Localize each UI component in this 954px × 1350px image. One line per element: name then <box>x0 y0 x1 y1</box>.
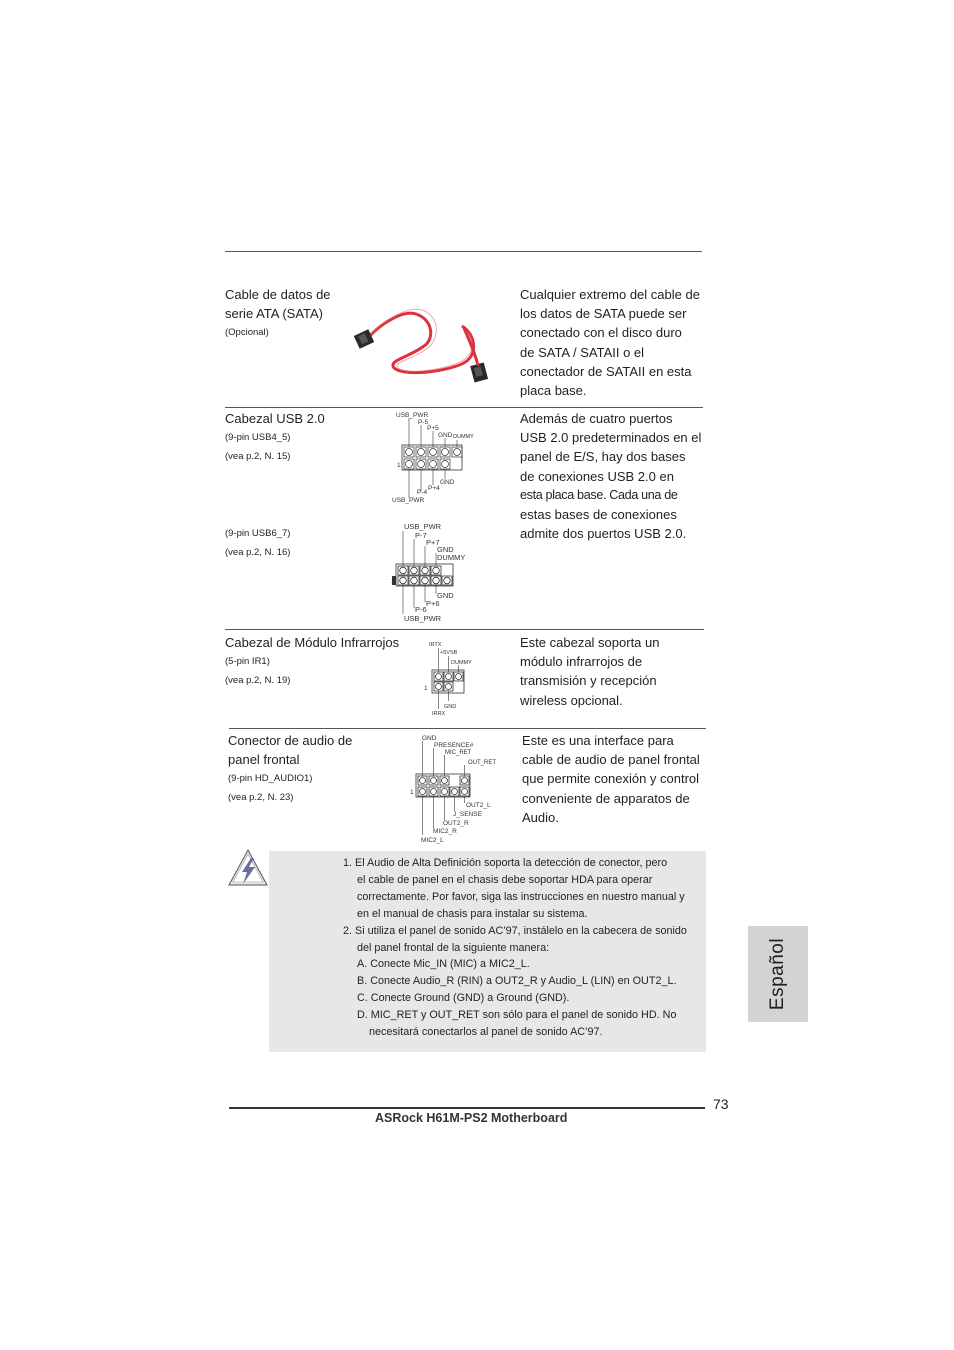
audio-desc-line: Audio. <box>522 809 559 825</box>
sata-desc-line: Cualquier extremo del cable de <box>520 287 700 302</box>
sata-title-line1: Cable de datos de <box>225 287 331 302</box>
p-minus-label: P-5 <box>418 419 429 426</box>
usb-desc-line: esta placa base. Cada una de <box>520 487 678 502</box>
mic-ret-label: MIC_RET <box>445 750 472 756</box>
note-line: correctamente. Por favor, siga las instrucciones en nuestro manual y <box>357 890 685 903</box>
gnd-label: GND <box>422 735 437 742</box>
pin1-marker: 1 <box>424 685 428 692</box>
sata-desc-line: conectador de SATAII en esta <box>520 363 692 379</box>
gnd-bottom-label: GND <box>440 479 455 486</box>
5vsb-label: +5VSB <box>440 650 458 656</box>
notes-list <box>343 855 708 1041</box>
note-line: C. Conecte Ground (GND) a Ground (GND). <box>357 992 570 1005</box>
p-minus-label: P-7 <box>415 531 427 540</box>
sata-desc-line: los datos de SATA puede ser <box>520 306 687 322</box>
gnd-label: GND <box>437 545 454 554</box>
irrx-label: IRRX <box>432 711 446 717</box>
audio-ref: (vea p.2, N. 23) <box>228 792 294 803</box>
ir-title: Cabezal de Módulo Infrarrojos <box>225 635 400 650</box>
sata-title <box>225 285 331 323</box>
pin1-marker: 1 <box>391 578 395 585</box>
ir-desc-line: Este cabezal soporta un <box>520 635 660 650</box>
footer-product: ASRock H61M-PS2 Motherboard <box>375 1111 568 1125</box>
sata-description <box>520 285 710 400</box>
presence-label: PRESENCE# <box>434 742 474 749</box>
audio-title <box>228 731 352 769</box>
note-line: el cable de panel en el chasis debe soportar HDA para operar <box>357 873 653 886</box>
usb-pwr-top-label: USB_PWR <box>396 412 429 419</box>
mic2-r-label: MIC2_R <box>433 828 457 835</box>
ir-desc-line: wireless opcional. <box>520 692 623 708</box>
usb-ref-1: (vea p.2, N. 15) <box>225 451 291 462</box>
warning-icon <box>227 848 269 888</box>
usb-pin-label-2: (9-pin USB6_7) <box>225 528 291 539</box>
ir-ref: (vea p.2, N. 19) <box>225 675 291 686</box>
usb-pwr-bottom-label: USB_PWR <box>404 614 442 623</box>
language-tab <box>748 926 808 1022</box>
pin1-marker: 1 <box>410 789 414 796</box>
dummy-label: DUMMY <box>437 553 466 562</box>
sata-title-line2: serie ATA (SATA) <box>225 306 324 322</box>
ir-description <box>520 633 710 710</box>
gnd-label: GND <box>438 432 453 439</box>
section-divider <box>225 629 704 630</box>
note-line: 2. Si utiliza el panel de sonido AC’97, instálelo en la cabecera de sonido <box>343 924 687 937</box>
audio-pin-label: (9-pin HD_AUDIO1) <box>228 773 313 784</box>
j-sense-label: J_SENSE <box>453 811 482 818</box>
footer-rule <box>229 1107 705 1109</box>
usb-desc-line: de conexiones USB 2.0 en <box>520 468 674 484</box>
gnd-bottom-label: GND <box>437 591 454 600</box>
usb-pwr-top-label: USB_PWR <box>404 522 442 531</box>
usb-desc-line: USB 2.0 predeterminados en el <box>520 430 702 446</box>
p-minus-bottom-label: P-6 <box>415 605 427 614</box>
ir-desc-line: módulo infrarrojos de <box>520 654 643 670</box>
usb-pwr-bottom-label: USB_PWR <box>392 497 425 504</box>
usb-pin-label-1: (9-pin USB4_5) <box>225 432 291 443</box>
dummy-label: DUMMY <box>453 434 474 440</box>
pin1-marker: 1 <box>397 462 401 469</box>
sata-cable-image <box>352 286 492 386</box>
ir-pin-diagram <box>420 637 490 719</box>
p-plus-bottom-label: P+6 <box>426 599 440 608</box>
ir-desc-line: transmisión y recepción <box>520 673 657 689</box>
audio-title-line2: panel frontal <box>228 752 300 768</box>
gnd-label: GND <box>444 704 457 710</box>
mic2-l-label: MIC2_L <box>421 837 444 844</box>
note-line: A. Conecte Mic_IN (MIC) a MIC2_L. <box>357 958 530 971</box>
irtx-label: IRTX <box>429 642 442 648</box>
sata-desc-line: de SATA / SATAII o el <box>520 344 645 360</box>
note-line: en el manual de chasis para instalar su sistema. <box>357 907 588 920</box>
audio-pin-diagram <box>406 731 502 847</box>
usb-desc-line: admite dos puertos USB 2.0. <box>520 526 687 542</box>
usb-ref-2: (vea p.2, N. 16) <box>225 547 291 558</box>
sata-desc-line: conectado con el disco duro <box>520 325 682 341</box>
p-plus-label: P+5 <box>427 425 439 432</box>
out-ret-label: OUT_RET <box>468 760 497 766</box>
ir-pin-label: (5-pin IR1) <box>225 656 270 667</box>
audio-title-line1: Conector de audio de <box>228 733 353 748</box>
usb-description <box>520 409 710 543</box>
note-line: 1. El Audio de Alta Definición soporta la detección de conector, pero <box>343 857 668 869</box>
audio-desc-line: que permite conexión y control <box>522 771 700 787</box>
sata-desc-line: placa base. <box>520 383 587 399</box>
note-line: B. Conecte Audio_R (RIN) a OUT2_R y Audio_L (LIN) en OUT2_L. <box>357 975 677 988</box>
p-minus-bottom-label: P-4 <box>417 489 428 496</box>
section-divider <box>229 728 706 729</box>
top-rule <box>225 251 702 252</box>
p-plus-label: P+7 <box>426 538 440 547</box>
audio-desc-line: cable de audio de panel frontal <box>522 752 700 768</box>
page-number: 73 <box>713 1096 729 1112</box>
language-tab-label: Español <box>767 937 788 1011</box>
sata-note: (Opcional) <box>225 327 269 338</box>
audio-desc-line: Este es una interface para <box>522 733 674 748</box>
note-line: necesitará conectarlos al panel de sonido AC’97. <box>369 1026 603 1039</box>
usb4-5-pin-diagram <box>390 408 482 506</box>
audio-desc-line: conveniente de apparatos de <box>522 790 690 806</box>
dummy-label: DUMMY <box>451 660 472 666</box>
p-plus-bottom-label: P+4 <box>428 485 440 492</box>
usb6-7-pin-diagram <box>390 518 482 626</box>
out2-r-label: OUT2_R <box>443 820 469 827</box>
note-line: D. MIC_RET y OUT_RET son sólo para el panel de sonido HD. No <box>357 1009 677 1022</box>
usb-title: Cabezal USB 2.0 <box>225 411 325 426</box>
note-line: del panel frontal de la siguiente manera: <box>357 941 550 954</box>
usb-desc-line: estas bases de conexiones <box>520 507 677 523</box>
audio-description <box>522 731 712 827</box>
out2-l-label: OUT2_L <box>466 802 491 809</box>
usb-desc-line: panel de E/S, hay dos bases <box>520 449 686 465</box>
usb-desc-line: Además de cuatro puertos <box>520 411 673 426</box>
